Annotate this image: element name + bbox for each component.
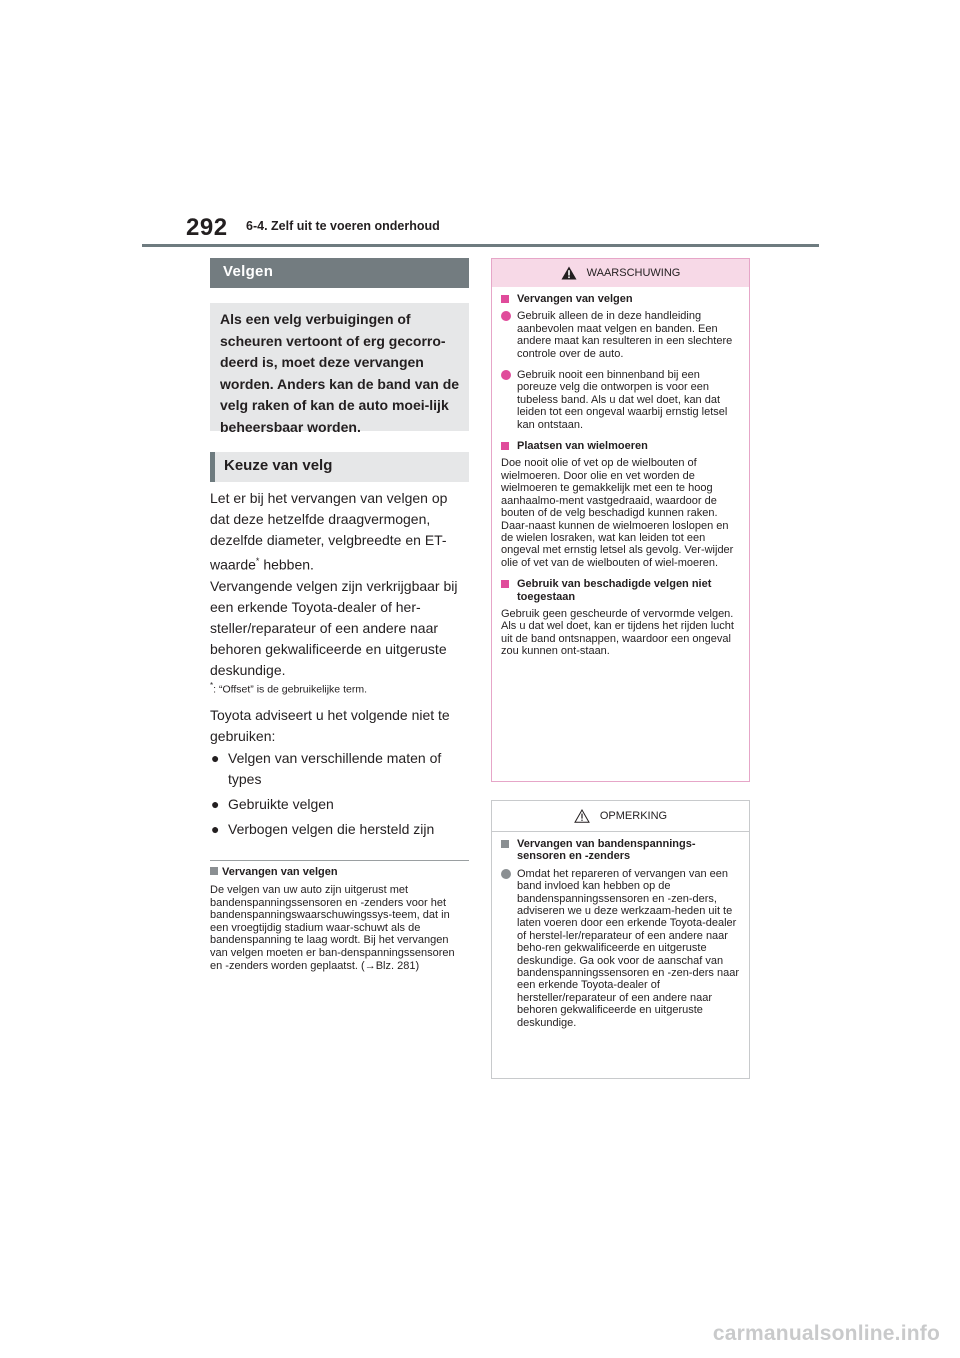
footnote-mark: * (210, 681, 214, 690)
paragraph-text: Let er bij het vervangen van velgen op dat deze hetzelfde draagvermogen, dezelfde diameter, velgbreedte en ET-waarde (210, 490, 448, 573)
list-item (210, 819, 469, 840)
bullet-icon: ● (211, 750, 220, 766)
header-rule (142, 244, 819, 247)
warning-item (501, 310, 742, 360)
warning-item (501, 369, 742, 431)
topic-title-text: Vervangen van velgen (517, 293, 633, 305)
bullet-icon: ● (211, 821, 220, 837)
list-item (210, 794, 469, 815)
note-title-text: Vervangen van velgen (222, 866, 338, 878)
topic-title-text: Gebruik van beschadigde velgen niet toegestaan (517, 578, 712, 603)
page-number: 292 (186, 214, 228, 241)
warning-paragraph: Gebruik geen gescheurde of vervormde velgen. Als u dat wel doet, kan er tijdens het rijden lucht uit de band ontsnappen, waardoor een ongeval zou kunnen ont-staan. (501, 607, 734, 658)
paragraph-draagvermogen (210, 488, 469, 576)
note-title (210, 866, 469, 878)
warning-topic-title (501, 293, 742, 305)
watermark-link[interactable]: carmanualsonline.info (712, 1322, 940, 1345)
note-box-title: OPMERKING (599, 810, 668, 822)
note-item-text: Omdat het repareren of vervangen van een band invloed kan hebben op de bandenspanningssensoren en -zen-ders, adviseren we u deze werkzaam-heden uit te laten voeren door een erkende Toyota-dealer of herstel-ler/reparateur of een andere naar beho-ren gekwalificeerde en uitgeruste deskundige. Ga ook voor de aanschaf van bandenspanningssensoren en -zen-ders naar een erkende Toyota-dealer of hersteller/reparateur of een andere naar behoren gekwalificeerde en uitgeruste deskundige. (517, 867, 739, 1029)
page-reference-link[interactable]: Blz. 281) (375, 959, 420, 972)
list-item-text: Verbogen velgen die hersteld zijn (228, 821, 435, 837)
warning-triangle-icon (561, 266, 577, 280)
square-bullet-icon (501, 295, 509, 303)
square-bullet-icon (210, 867, 218, 875)
square-bullet-icon (501, 442, 509, 450)
warning-item-text: Gebruik nooit een binnenband bij een poreuze velg die ontworpen is voor een tubeless band. Als u dat wel doet, kan dat leiden tot een ongeval waarbij ernstig letsel kan ontstaan. (517, 369, 728, 431)
intro-box: Als een velg verbuigingen of scheuren vertoont of erg gecorro-deerd is, moet deze vervangen worden. Anders kan de band van de velg raken of kan de auto moei-lijk beheersbaar worden. (210, 303, 469, 431)
warning-box (491, 258, 750, 782)
list-item-text: Gebruikte velgen (228, 796, 334, 812)
warning-topic-title (501, 578, 742, 603)
caution-triangle-icon (574, 809, 590, 823)
divider (210, 860, 469, 861)
square-bullet-icon (501, 840, 509, 848)
footnote-text: : “Offset” is de gebruikelijke term. (213, 683, 367, 696)
note-item (501, 868, 742, 1029)
circle-bullet-icon (501, 370, 511, 380)
square-bullet-icon (501, 580, 509, 588)
circle-bullet-icon (501, 311, 511, 321)
topic-title-text: Vervangen van bandenspannings-sensoren en -zenders (517, 838, 696, 863)
note-box (491, 800, 750, 1079)
footnote (210, 681, 469, 696)
warning-title: WAARSCHUWING (586, 267, 681, 279)
topic-title-text: Plaatsen van wielmoeren (517, 440, 648, 453)
circle-bullet-icon (501, 869, 511, 879)
warning-item-text: Gebruik alleen de in deze handleiding aanbevolen maat velgen en banden. Een andere maat kan resulteren in een slechtere controle over de auto. (517, 310, 733, 360)
note-header (492, 801, 749, 832)
note-body (210, 884, 469, 972)
list-item-text: Velgen van verschillende maten of types (228, 750, 442, 787)
section-title: 6-4. Zelf uit te voeren onderhoud (246, 219, 440, 233)
bullet-list (210, 748, 469, 844)
paragraph-verkrijgbaar: Vervangende velgen zijn verkrijgbaar bij een erkende Toyota-dealer of her-steller/reparateur of een andere naar behoren gekwalificeerde en uitgeruste deskundige. (210, 578, 458, 678)
note-topic-title (501, 838, 742, 863)
note-content (492, 832, 749, 1029)
warning-header (492, 259, 749, 287)
list-item (210, 748, 469, 790)
warning-paragraph: Doe nooit olie of vet op de wielbouten of wielmoeren. Door olie en vet worden de wielmoeren te gemakkelijk met een te hoog aanhaalmo-ment vastgedraaid, waardoor de bouten of de velg beschadigd kunnen raken. Daar-naast kunnen de wielmoeren loslopen en de wielen losraken, wat kan leiden tot een ongeval met ernstig letsel als gevolg. Ver-wijder olie of vet van de wielbouten of wiel-moeren. (501, 457, 734, 569)
warning-content (492, 287, 749, 658)
note-body-text: De velgen van uw auto zijn uitgerust met bandenspanningssensoren en -zenders voor het bandenspanningswaarschuwingssys-teem, dat in een vroegtijdig stadium waar-schuwt als de bandenspanning te laag wordt. Bij het vervangen van velgen moeten er ban-denspanningssensoren en -zenders worden geplaatst. ( (210, 884, 455, 972)
paragraph-advies: Toyota adviseert u het volgende niet te gebruiken: (210, 707, 450, 744)
warning-topic-title (501, 440, 742, 452)
heading-keuze-van-velg: Keuze van velg (210, 452, 469, 482)
bullet-icon: ● (211, 796, 220, 812)
arrow-right-icon: → (364, 959, 376, 972)
paragraph-text-end: hebben. (259, 556, 314, 573)
footnote-marker: * (255, 556, 260, 566)
heading-velgen: Velgen (210, 258, 469, 288)
